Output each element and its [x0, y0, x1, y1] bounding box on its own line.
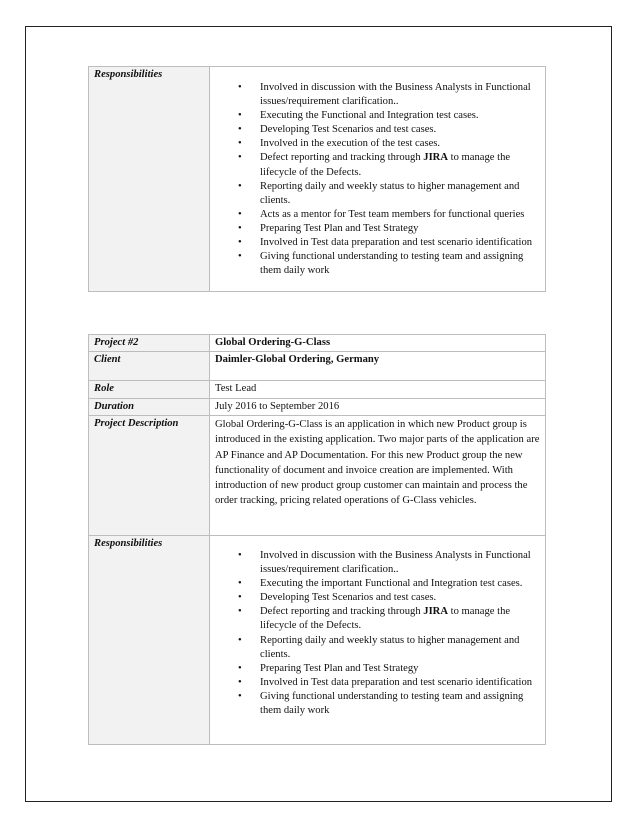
responsibility-item: [260, 591, 540, 605]
responsibility-item: [260, 109, 540, 123]
responsibility-item: [260, 662, 540, 676]
responsibilities-label: Responsibilities: [89, 67, 210, 292]
responsibilities-table-project-1: [88, 66, 546, 292]
table-row: [89, 399, 546, 416]
responsibility-item: [260, 676, 540, 690]
item-text: Developing Test Scenarios and test cases.: [260, 592, 437, 604]
table-row: [89, 335, 546, 352]
table-row: [89, 381, 546, 399]
responsibility-item: [260, 222, 540, 236]
client-name: Daimler-Global Ordering, Germany: [210, 352, 546, 381]
responsibility-item: [260, 549, 540, 577]
item-text: Preparing Test Plan and Test Strategy: [260, 222, 419, 234]
responsibility-item: [260, 250, 540, 278]
responsibilities-list: [215, 549, 540, 718]
item-text: Defect reporting and tracking through: [260, 152, 424, 164]
responsibility-item: [260, 81, 540, 109]
responsibility-item: [260, 208, 540, 222]
responsibilities-cell: [210, 536, 546, 745]
responsibility-item: [260, 123, 540, 137]
item-text: Involved in the execution of the test cases.: [260, 138, 441, 150]
item-text: Executing the important Functional and Integration test cases.: [260, 578, 523, 590]
table-row: [89, 67, 546, 292]
tool-name: JIRA: [423, 606, 448, 618]
project-description-label: Project Description: [89, 416, 210, 536]
item-text: Acts as a mentor for Test team members for functional queries: [260, 208, 525, 220]
responsibilities-list: [215, 81, 540, 278]
responsibilities-cell: [210, 67, 546, 292]
role-value: Test Lead: [210, 381, 546, 399]
duration-label: Duration: [89, 399, 210, 416]
responsibility-item: [260, 690, 540, 718]
responsibilities-label: Responsibilities: [89, 536, 210, 745]
client-label: Client: [89, 352, 210, 381]
item-text: Involved in discussion with the Business Analysts in Functional issues/requirement clarification..: [260, 82, 531, 108]
item-text: Giving functional understanding to testing team and assigning them daily work: [260, 690, 524, 717]
table-row: [89, 352, 546, 381]
responsibility-item: [260, 137, 540, 151]
tool-name: JIRA: [423, 152, 448, 164]
item-text: Defect reporting and tracking through: [260, 606, 424, 618]
project-description: Global Ordering-G-Class is an application in which new Product group is introduced in the existing application. Two major parts of the application are AP Finance and AP Documentation. For this new Product group the new functionality of document and invoice creation are implemented. With introduction of new product group customer can maintain and process the order tracking, pricing related operations of G-Class vehicles.: [210, 416, 546, 536]
table-row: [89, 416, 546, 536]
item-text: Reporting daily and weekly status to higher management and clients.: [260, 634, 520, 660]
responsibility-item: [260, 180, 540, 208]
item-text: to manage the lifecycle of the Defects.: [260, 606, 511, 632]
item-text: Preparing Test Plan and Test Strategy: [260, 662, 419, 674]
item-text: Giving functional understanding to testing team and assigning them daily work: [260, 251, 524, 277]
role-label: Role: [89, 381, 210, 399]
table-row: [89, 536, 546, 745]
responsibility-item: [260, 605, 540, 633]
responsibility-item: [260, 577, 540, 591]
project-label: Project #2: [89, 335, 210, 352]
responsibility-item: [260, 634, 540, 662]
item-text: Executing the Functional and Integration test cases.: [260, 110, 479, 122]
item-text: Involved in Test data preparation and test scenario identification: [260, 676, 533, 688]
responsibility-item: [260, 236, 540, 250]
item-text: Reporting daily and weekly status to higher management and clients.: [260, 180, 520, 206]
duration-value: July 2016 to September 2016: [210, 399, 546, 416]
project-name: Global Ordering-G-Class: [210, 335, 546, 352]
project-2-table: [88, 334, 546, 745]
responsibility-item: [260, 151, 540, 179]
item-text: to manage the lifecycle of the Defects.: [260, 152, 511, 178]
item-text: Involved in discussion with the Business Analysts in Functional issues/requirement clarification..: [260, 550, 531, 576]
item-text: Involved in Test data preparation and test scenario identification: [260, 237, 533, 249]
item-text: Developing Test Scenarios and test cases.: [260, 124, 437, 136]
